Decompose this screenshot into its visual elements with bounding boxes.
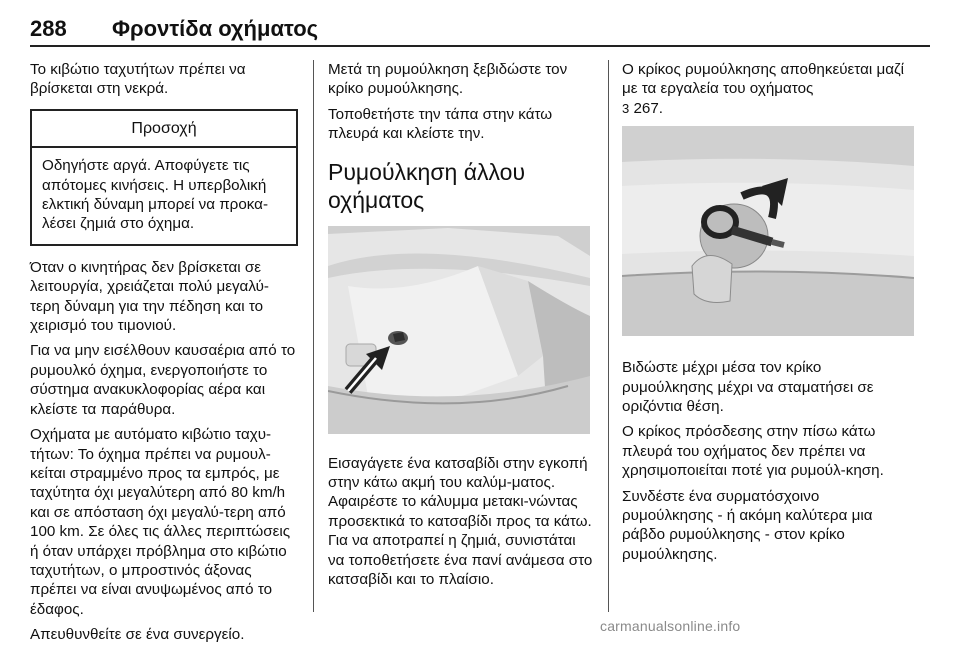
column-1: [30, 60, 298, 651]
paragraph-workshop: Απευθυνθείτε σε ένα συνεργείο.: [30, 626, 245, 644]
page-number: 288: [30, 16, 67, 41]
section-heading: Ρυμούλκηση άλλου οχήματος: [328, 158, 526, 213]
page-reference: 267.: [633, 99, 664, 117]
intro-paragraph: Το κιβώτιο ταχυτήτων πρέπει να βρίσκεται στη νεκρά.: [30, 61, 246, 98]
caution-title: Προσοχή: [32, 111, 296, 148]
caution-text: Οδηγήστε αργά. Αποφύγετε τις απότομες κινήσεις. Η υπερβολική ελκτική δύναμη μπορεί να προκα-λέσει ζημιά στο όχημα.: [42, 157, 269, 233]
paragraph-automatic: Οχήματα με αυτόματο κιβώτιο ταχυ-τήτων: Το όχημα πρέπει να ρυμουλ-κείται στραμμένο προς τα εμπρός, με ταχύτητα όχι μεγαλύτερη από 80 km/h και σε απόσταση όχι μεγαλύ-τερη από 100 km. Σε όλες τις άλλες περιπτώσεις ή όταν υπάρχει πρόβλημα στο κιβώτιο ταχυτήτων, ο μπροστινός άξονας πρέπει να είναι ανυψωμένος από το έδαφος.: [30, 426, 291, 618]
paragraph-lashing-eye: Ο κρίκος πρόσδεσης στην πίσω κάτω πλευρά του οχήματος δεν πρέπει να χρησιμοποιείται ποτέ για ρυμούλ-κηση.: [622, 423, 884, 480]
column-divider: [313, 60, 314, 612]
page-header: [30, 16, 930, 46]
column-divider: [608, 60, 609, 612]
figure-towing-eye: [622, 126, 914, 336]
page-title: Φροντίδα οχήματος: [112, 16, 319, 41]
figure-bumper-cover: [328, 226, 590, 434]
paragraph-unscrew: Μετά τη ρυμούλκηση ξεβιδώστε τον κρίκο ρυμούλκησης.: [328, 61, 568, 98]
watermark: carmanualsonline.info: [600, 618, 741, 634]
paragraph-tow-rope: Συνδέστε ένα συρματόσχοινο ρυμούλκησης - ή ακόμη καλύτερα μια ράβδο ρυμούλκησης - στον κρίκο ρυμούλκησης.: [622, 487, 873, 563]
column-2: [328, 60, 596, 595]
column-3: [622, 60, 914, 570]
caution-box: [30, 109, 298, 246]
paragraph-braking: Όταν ο κινητήρας δεν βρίσκεται σε λειτουργία, χρειάζεται πολύ μεγαλύ-τερη δύναμη για την πέδηση και το χειρισμό του τιμονιού.: [30, 258, 269, 335]
paragraph-screwdriver: Εισαγάγετε ένα κατσαβίδι στην εγκοπή στην κάτω ακμή του καλύμ-ματος. Αφαιρέστε το κάλυμμα μετακι-νώντας προσεκτικά το κατσαβίδι προς τα κάτω. Για να αποτραπεί η ζημιά, συνιστάται να τοποθετήσετε ένα πανί ανάμεσα στο κατσαβίδι και το πλαίσιο.: [328, 454, 593, 589]
header-rule: [30, 45, 930, 47]
paragraph-exhaust: Για να μην εισέλθουν καυσαέρια από το ρυμουλκό όχημα, ενεργοποιήστε το σύστημα ανακυκλοφορίας αέρα και κλείστε τα παράθυρα.: [30, 342, 296, 418]
page-reference-icon: 3: [622, 100, 630, 116]
storage-text: Ο κρίκος ρυμούλκησης αποθηκεύεται μαζί με τα εργαλεία του οχήματος: [622, 61, 905, 98]
paragraph-screw-in: Βιδώστε μέχρι μέσα τον κρίκο ρυμούλκησης μέχρι να σταματήσει σε οριζόντια θέση.: [622, 359, 874, 416]
paragraph-storage: [622, 60, 914, 118]
paragraph-cap: Τοποθετήστε την τάπα στην κάτω πλευρά και κλείστε την.: [328, 105, 553, 143]
